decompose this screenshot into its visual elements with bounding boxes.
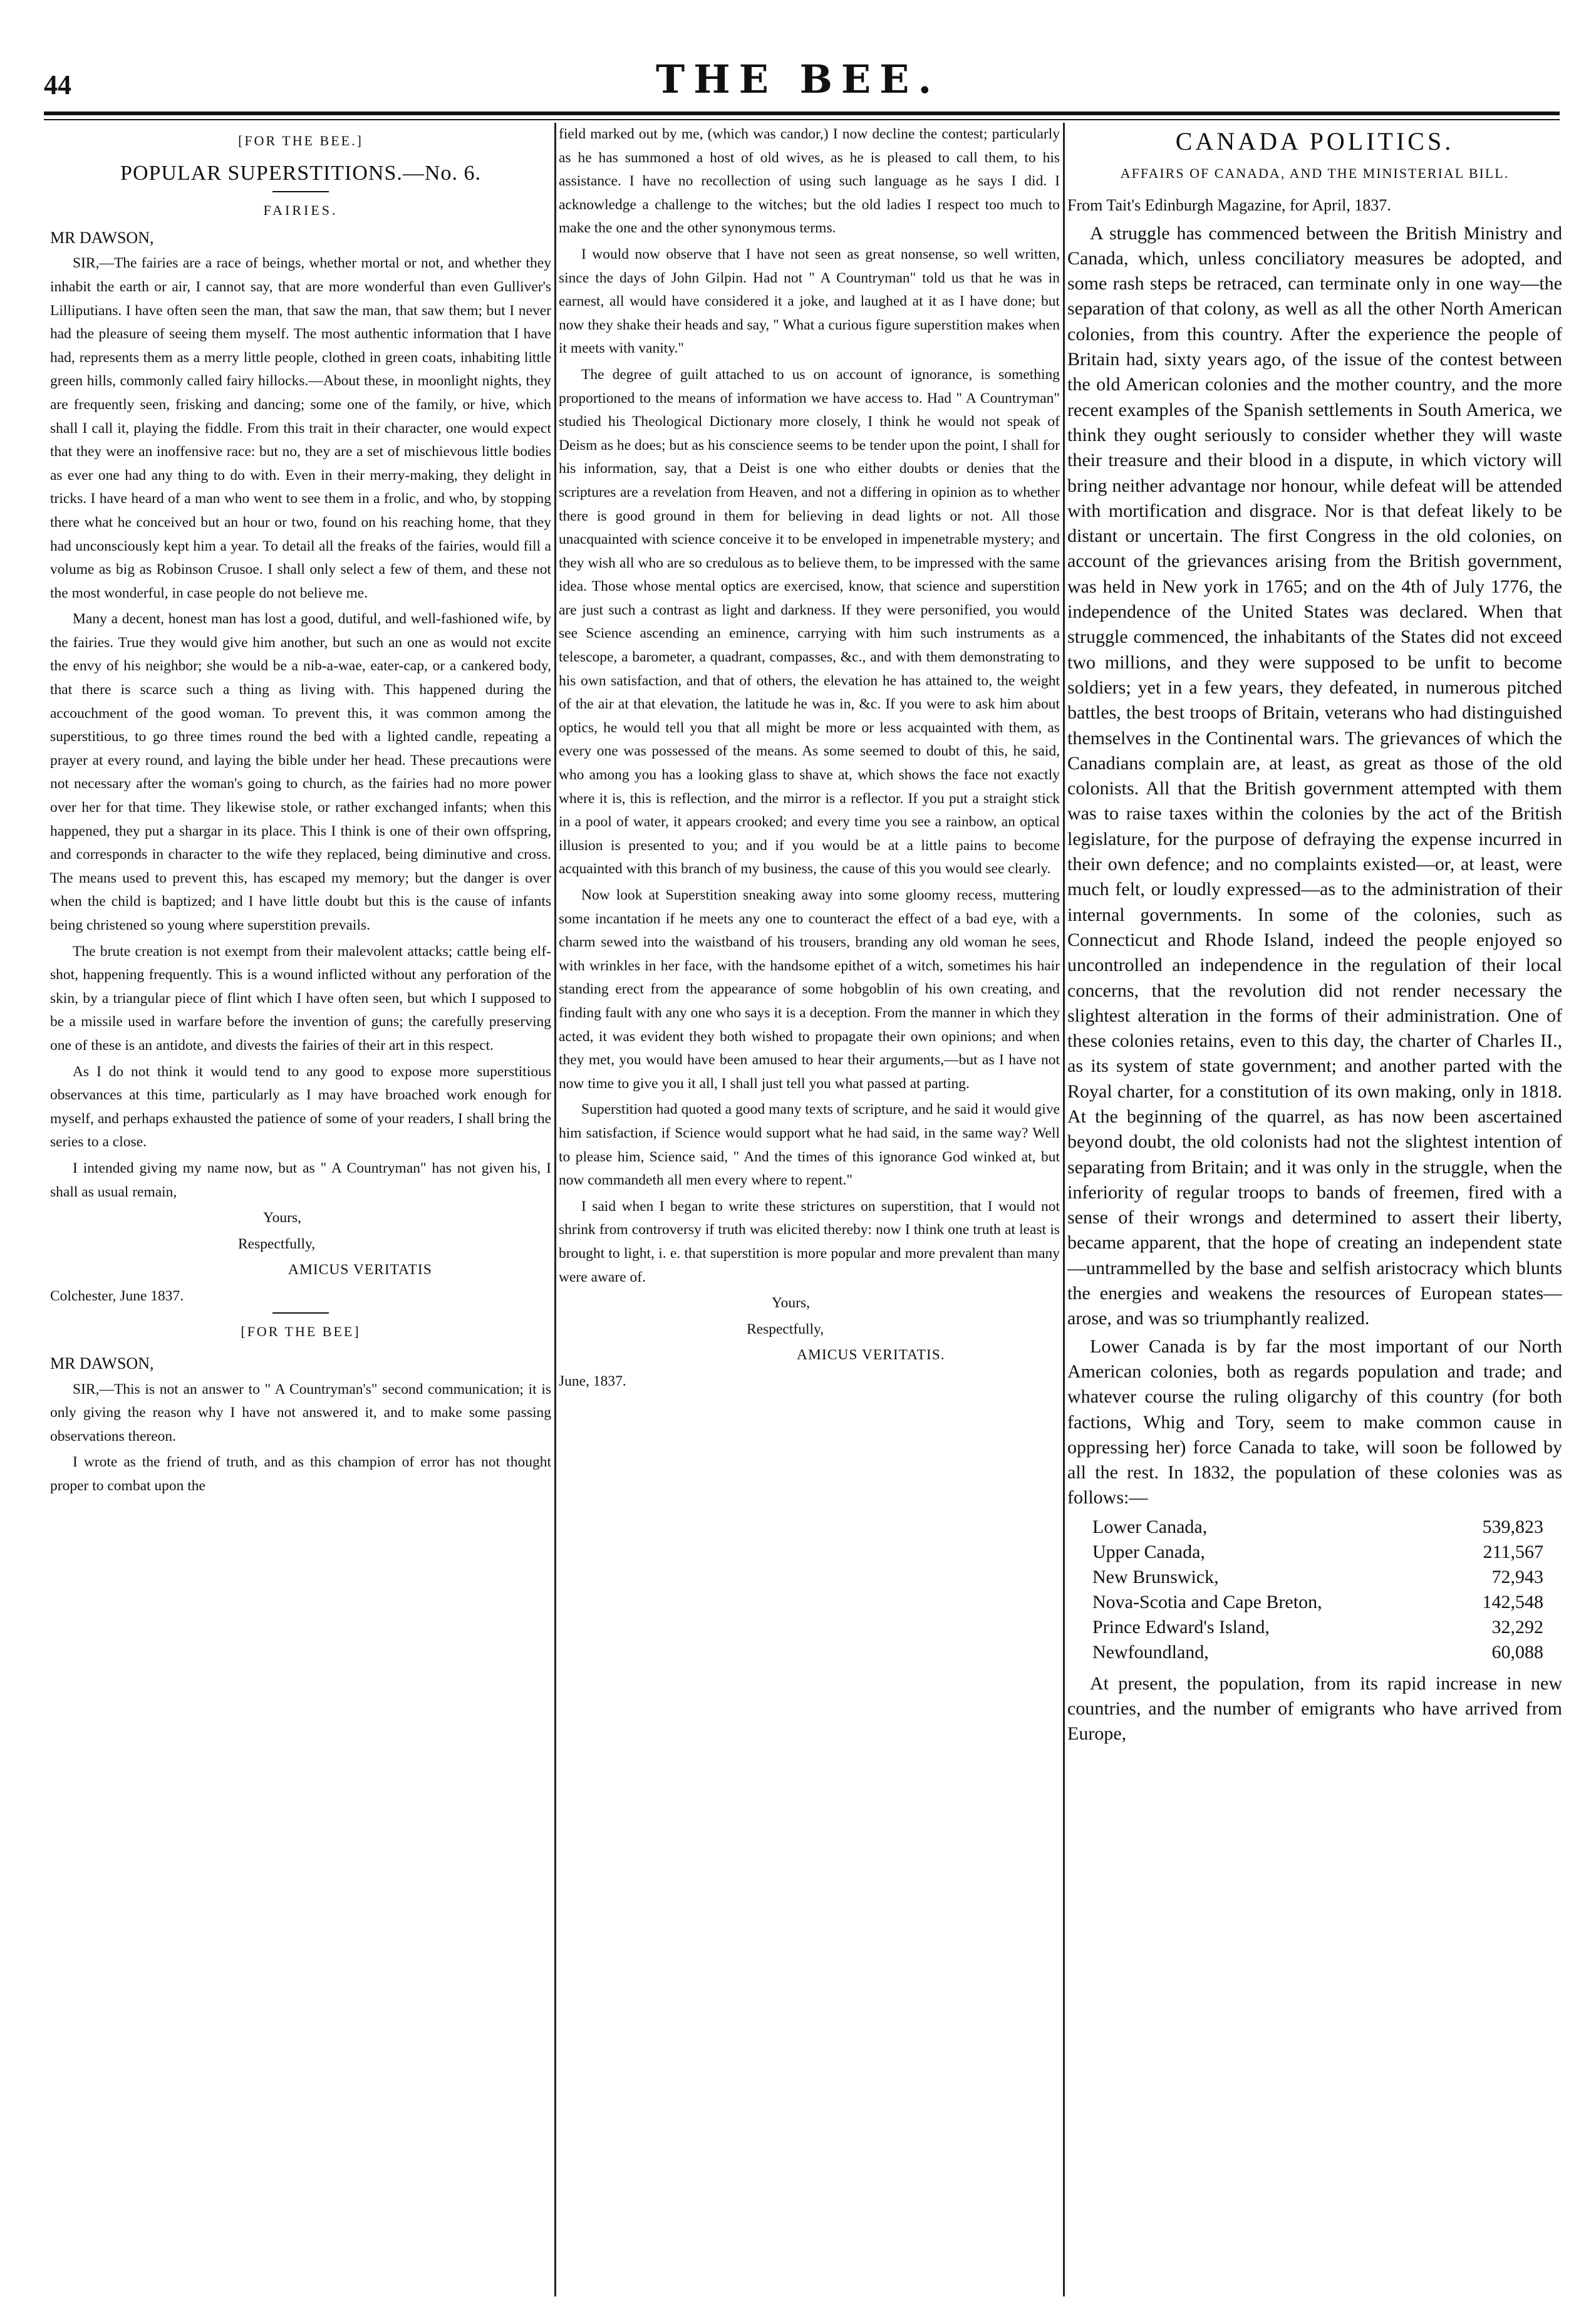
paragraph: I would now observe that I have not seen as great nonsense, so well written, since the days of John Gilpin. Had not " A Countryman" told us that he was in earnest, all would have considered it a joke, and laughed at it as I have done; but now they shake their heads and say, " What a curious figure superstition makes when it meets with vanity." xyxy=(559,246,1060,357)
table-row xyxy=(1092,1590,1543,1615)
article-subtitle: AFFAIRS OF CANADA, AND THE MINISTERIAL BILL. xyxy=(1120,165,1510,182)
masthead: THE BEE. xyxy=(655,56,941,102)
closing-respectfully: Respectfully, xyxy=(238,1235,316,1252)
column-divider xyxy=(554,123,556,2296)
colony-name: Nova-Scotia and Cape Breton, xyxy=(1092,1591,1322,1612)
table-row xyxy=(1092,1565,1543,1590)
paragraph: I intended giving my name now, but as " A Countryman" has not given his, I shall as usual remain, xyxy=(50,1159,551,1200)
population-table xyxy=(1092,1515,1543,1665)
closing-respectfully: Respectfully, xyxy=(747,1320,824,1337)
column-1 xyxy=(50,123,551,2296)
header-rule-thin xyxy=(44,119,1560,120)
table-row xyxy=(1092,1540,1543,1565)
paragraph: A struggle has commenced between the British Ministry and Canada, which, unless conciliatory measures be adopted, and some rash steps be retraced, can terminate only in one way—the separation of that colony, as well as all the other North American colonies, from this country. After the experience the people of Britain had, sixty years ago, of the issue of the contest between the old American colonies and the mother country, and the more recent examples of the Spanish settlements in South America, we think they ought seriously to consider whether they will waste their treasure and their blood in a dispute, in which victory will bring neither advantage nor honour, while defeat will be attended with mortification and disgrace. Nor is that defeat likely to be distant or uncertain. The first Congress in the old colonies, on account of the grievances arising from the British government, was held in New york in 1765; and on the 4th of July 1776, the independence of the United States was declared. When that struggle commenced, the inhabitants of the States did not exceed two millions, and they were supposed to be unfit to become soldiers; yet in a few years, they defeated, in numerous pitched battles, the best troops of Britain, veterans who had distinguished themselves in the Continental wars. The grievances of which the Canadians complain are, at least, as great as those of the old colonists. All that the British government attempted with them was to raise taxes within the colonies by the act of the British legislature, for the purpose of defraying the expense incurred in their own defence; and no complaints existed—or, at least, were much felt, or loudly expressed—as to the administration of their internal governments. In some of the colonies, such as Connecticut and Rhode Island, indeed the people enjoyed so uncontrolled an independence in the regulation of their local concerns, that the revolution did not render necessary the slightest alteration in the forms of their administration. One of these colonies retains, even to this day, the charter of Charles II., as its system of state government; and another parted with the Royal charter, for a constitution of its own making, only in 1818. At the beginning of the quarrel, as has now been ascertained beyond doubt, the old colonists had not the slightest intention of separating from Britain; and it was only in the struggle, when the inferiority of regular troops to bands of freemen, fired with a sense of their wrongs and determined to assert their liberty, became apparent, that the hope of creating an independent state—untrammelled by the base and selfish aristocracy which blunts the energies and weakens the resources of European states—arose, and was so triumphantly realized. xyxy=(1067,222,1562,1329)
header-rule-thick xyxy=(44,112,1560,115)
colony-population: 211,567 xyxy=(1483,1541,1543,1562)
colony-name: New Brunswick, xyxy=(1092,1566,1219,1587)
page-header xyxy=(0,56,1596,106)
colony-population: 32,292 xyxy=(1491,1616,1543,1637)
paragraph: SIR,—This is not an answer to " A Countryman's" second communication; it is only giving the reason why I have not answered it, and to make some passing observations thereon. xyxy=(50,1381,551,1445)
salutation: MR DAWSON, xyxy=(50,1354,154,1373)
paragraph: I said when I began to write these strictures on superstition, that I would not shrink from controversy if truth was elicited thereby: now I think one truth at least is brought to light, i. e. that superstition is more popular and more prevalent than many were aware of. xyxy=(559,1198,1060,1285)
dateline: Colchester, June 1837. xyxy=(50,1287,184,1304)
column-2 xyxy=(559,123,1060,2296)
paragraph: The degree of guilt attached to us on account of ignorance, is something proportioned to the means of information we have access to. Had " A Countryman" studied his Theological Dictionary more closely, I think he would not speak of Deism as he does; but as his conscience seems to be tender upon the point, I shall for his information, say, that a Deist is one who either doubts or denies that the scriptures are a revelation from Heaven, and not a differing in opinion as to whether there is good ground in them for believing in dead lights or not. All those unacquainted with science conceive it to be enveloped in impenetrable mystery; and they wish all who are so credulous as to believe them, to be impressed with the same idea. Those whose mental optics are exercised, know, that science and superstition are just such a contrast as light and darkness. If they were personified, you would see Science ascending an eminence, carrying with him such instruments as a telescope, a barometer, a quadrant, compasses, &c., and with them demonstrating to his own satisfaction, and that of others, the elevation he has attained to, the weight of the air at that elevation, the latitude he was in, &c. If you were to ask him about optics, he would tell you that all might be more or less acquainted with them, as every one was possessed of the means. As some seemed to doubt of this, he said, who among you has a looking glass to shave at, which shows the face not exactly where it is, this is reflection, and the mirror is a reflector. If you put a straight stick in a pool of water, it appears crooked; and every time you see a rainbow, an optical illusion is presented to you; and if you would be at a little pains to become acquainted with this branch of my business, the cause of this you would see clearly. xyxy=(559,366,1060,878)
article-source: From Tait's Edinburgh Magazine, for April, 1837. xyxy=(1067,196,1391,215)
signature: AMICUS VERITATIS xyxy=(288,1262,432,1279)
colony-population: 60,088 xyxy=(1491,1641,1543,1663)
closing-yours: Yours, xyxy=(263,1210,301,1227)
colony-population: 142,548 xyxy=(1482,1591,1543,1612)
title-rule xyxy=(272,191,329,192)
article-separator xyxy=(272,1312,329,1314)
page-number: 44 xyxy=(44,70,71,100)
colony-population: 72,943 xyxy=(1491,1566,1543,1587)
article-title: POPULAR SUPERSTITIONS.—No. 6. xyxy=(120,161,481,185)
salutation: MR DAWSON, xyxy=(50,228,154,247)
paragraph: SIR,—The fairies are a race of beings, whether mortal or not, and whether they inhabit the earth or air, I cannot say, that are more wonderful than even Gulliver's Lilliputians. I have often seen the man, that saw the man, that saw them; but I never had the pleasure of seeing them myself. The most authentic information that I have had, represents them as a merry little people, clothed in green coats, inhabiting little green hills, commonly called fairy hillocks.—About these, in moonlight nights, they are frequently seen, frisking and dancing; some one of the family, or hive, which shall I call it, playing the fiddle. From this trait in their character, one would expect that they were an inoffensive race: but no, they are a set of mischievous little bodies as ever one had any thing to do with. Even in their merry-making, they delight in tricks. I have heard of a man who went to see them in a frolic, and who, by stopping there what he conceived but an hour or two, found on his reaching home, that they had unconsciously kept him a year. To detail all the freaks of the fairies, would fill a volume as big as Robinson Crusoe. I shall only select a few of them, and these not the most wonderful, in case people do not believe me. xyxy=(50,255,551,601)
paragraph: As I do not think it would tend to any good to expose more superstitious observances at this time, particularly as I may have broached work enough for myself, and perhaps exhausted the patience of some of your readers, I shall bring the series to a close. xyxy=(50,1063,551,1151)
paragraph: field marked out by me, (which was candor,) I now decline the contest; particularly as he has summoned a host of old wives, as he is pleased to call them, to his assistance. I have no recollection of using such language as he says I did. I acknowledge a challenge to the witches; but the old ladies I respect too much to make the one and the other synonymous terms. xyxy=(559,126,1060,237)
article-title: CANADA POLITICS. xyxy=(1175,127,1454,155)
colony-name: Prince Edward's Island, xyxy=(1092,1616,1270,1637)
column-3 xyxy=(1067,123,1562,2296)
closing-yours: Yours, xyxy=(772,1295,810,1312)
colony-name: Lower Canada, xyxy=(1092,1516,1208,1537)
paragraph: At present, the population, from its rapid increase in new countries, and the number of emigrants who have arrived from Europe, xyxy=(1067,1673,1562,1745)
paragraph: Superstition had quoted a good many texts of scripture, and he said it would give him satisfaction, if Science would support what he had said, in the same way? Well to please him, Science said, " And the times of this ignorance God winked at, but now commandeth all men every where to repent." xyxy=(559,1101,1060,1189)
article-kicker: [FOR THE BEE.] xyxy=(238,133,363,148)
paragraph: Many a decent, honest man has lost a good, dutiful, and well-fashioned wife, by the fairies. True they would give him another, but such an one as would not excite the envy of his neighbor; she would be a nib-a-wae, eater-cap, or a cankered body, that there is scarce such a thing as living with. This happened during the accouchment of the good woman. To prevent this, it was common among the superstitious, to go three times round the bed with a lighted candle, repeating a prayer at every round, and laying the bible under her head. These precautions were not necessary after the woman's going to church, as the fairies had no more power over her for that time. They likewise stole, or rather exchanged infants; when this happened, they put a shargar in its place. This I think is one of their own offspring, and corresponds in character to the wife they replaced, being diminutive and cross. The means used to prevent this, has escaped my memory; but the danger is over when the child is baptized; and I have little doubt but this is the cause of infants being christened so young where superstition prevails. xyxy=(50,611,551,933)
signature: AMICUS VERITATIS. xyxy=(797,1347,945,1364)
colony-name: Newfoundland, xyxy=(1092,1641,1209,1663)
table-row xyxy=(1092,1640,1543,1665)
paragraph: Now look at Superstition sneaking away into some gloomy recess, muttering some incantation if he meets any one to counteract the effect of a bad eye, with a charm sewed into the waistband of his trousers, branding any old woman he sees, with wrinkles in her face, with the handsome epithet of a witch, sometimes his hair standing erect from the appearance of some hobgoblin of his own creating, and finding fault with any one who says it is a deception. From the manner in which they acted, it was evident they both wished to propagate their own opinions; and when they met, you would have been amused to hear their arguments,—but as I have not now time to give you it all, I shall just tell you what passed at parting. xyxy=(559,887,1060,1092)
colony-name: Upper Canada, xyxy=(1092,1541,1205,1562)
paragraph: I wrote as the friend of truth, and as this champion of error has not thought proper to combat upon the xyxy=(50,1454,551,1495)
paragraph: Lower Canada is by far the most important of our North American colonies, both as regards population and trade; and whatever course the ruling oligarchy of this country (for both factions, Whig and Tory, seem to make common cause in oppressing her) force Canada to take, will soon be followed by all the rest. In 1832, the population of these colonies was as follows:— xyxy=(1067,1336,1562,1508)
colony-population: 539,823 xyxy=(1482,1516,1543,1537)
column-divider xyxy=(1063,123,1065,2296)
table-row xyxy=(1092,1515,1543,1540)
article-subhead: FAIRIES. xyxy=(263,202,338,219)
paragraph: The brute creation is not exempt from their malevolent attacks; cattle being elf-shot, happening frequently. This is a wound inflicted without any perforation of the skin, by a triangular piece of flint which I have often seen, but which I supposed to be a missile used in warfare before the invention of guns; the carefully preserving one of these is an antidote, and divests the fairies of their art in this respect. xyxy=(50,943,551,1054)
article-kicker: [FOR THE BEE] xyxy=(241,1323,361,1339)
dateline: June, 1837. xyxy=(559,1372,626,1389)
table-row xyxy=(1092,1615,1543,1640)
